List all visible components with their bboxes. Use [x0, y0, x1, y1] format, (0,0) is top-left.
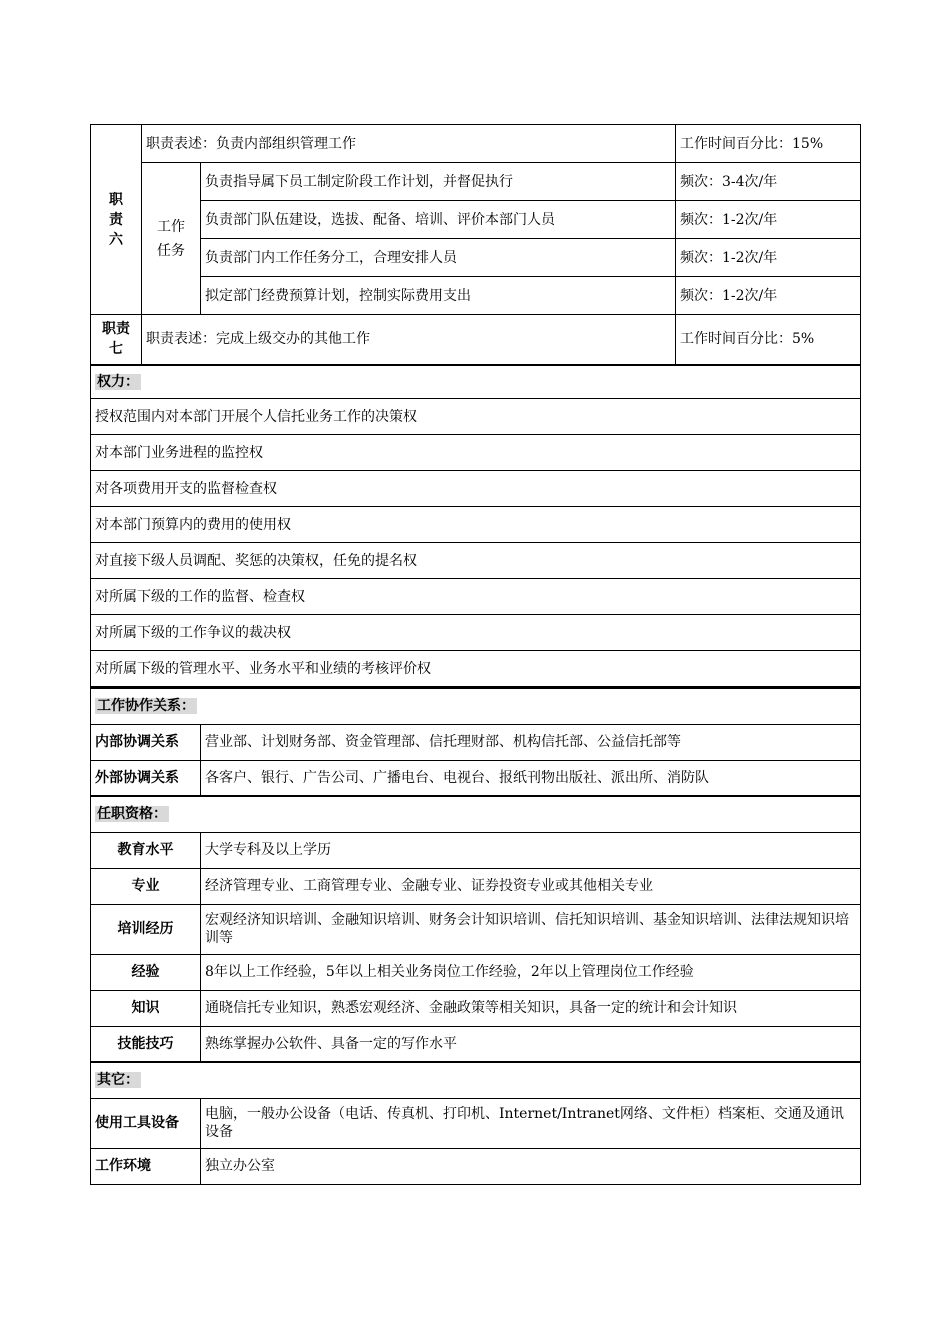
- qualification-row: [91, 1026, 861, 1062]
- cooperation-row: [91, 724, 861, 760]
- power-item: 对本部门预算内的费用的使用权: [91, 507, 861, 543]
- power-item: 授权范围内对本部门开展个人信托业务工作的决策权: [91, 399, 861, 435]
- job-description-document: [90, 124, 860, 1185]
- other-header: [91, 1062, 861, 1098]
- other-row: [91, 1098, 861, 1148]
- qualification-row: [91, 904, 861, 954]
- qualification-row: [91, 990, 861, 1026]
- power-item: 对所属下级的工作争议的裁决权: [91, 615, 861, 651]
- qualification-label: 知识: [91, 990, 201, 1026]
- other-label: 使用工具设备: [91, 1098, 201, 1148]
- power-row: [91, 651, 861, 687]
- duty6-task-row: [91, 163, 861, 201]
- job-description-table: [90, 124, 861, 687]
- task-frequency: 频次：1-2次/年: [676, 239, 861, 277]
- power-row: [91, 471, 861, 507]
- power-item: 对各项费用开支的监督检查权: [91, 471, 861, 507]
- cooperation-header-row: [91, 688, 861, 724]
- cooperation-label: 内部协调关系: [91, 724, 201, 760]
- other-title: 其它：: [97, 1072, 139, 1089]
- other-row: [91, 1148, 861, 1184]
- qualification-label: 技能技巧: [91, 1026, 201, 1062]
- qualification-row: [91, 868, 861, 904]
- qualification-label: 经验: [91, 954, 201, 990]
- duty6-percent: 工作时间百分比：15%: [676, 125, 861, 163]
- task-text: 负责部门队伍建设，选拔、配备、培训、评价本部门人员: [201, 201, 676, 239]
- cooperation-label: 外部协调关系: [91, 760, 201, 796]
- powers-header: [91, 365, 861, 399]
- duty7-row: [91, 315, 861, 365]
- duty7-description: 职责表述：完成上级交办的其他工作: [142, 315, 676, 365]
- qualification-value: 熟练掌握办公软件、具备一定的写作水平: [201, 1026, 861, 1062]
- duty6-task-row: [91, 239, 861, 277]
- other-value: 电脑，一般办公设备（电话、传真机、打印机、Internet/Intranet网络、文件柜）档案柜、交通及通讯设备: [201, 1098, 861, 1148]
- power-item: 对本部门业务进程的监控权: [91, 435, 861, 471]
- powers-header-row: [91, 365, 861, 399]
- qualification-label: 专业: [91, 868, 201, 904]
- task-frequency: 频次：3-4次/年: [676, 163, 861, 201]
- other-label: 工作环境: [91, 1148, 201, 1184]
- duty6-task-row: [91, 201, 861, 239]
- power-row: [91, 507, 861, 543]
- duty6-description: 职责表述：负责内部组织管理工作: [142, 125, 676, 163]
- qualification-value: 经济管理专业、工商管理专业、金融专业、证券投资专业或其他相关专业: [201, 868, 861, 904]
- power-item: 对所属下级的管理水平、业务水平和业绩的考核评价权: [91, 651, 861, 687]
- cooperation-value: 各客户、银行、广告公司、广播电台、电视台、报纸刊物出版社、派出所、消防队: [201, 760, 861, 796]
- task-text: 负责指导属下员工制定阶段工作计划，并督促执行: [201, 163, 676, 201]
- other-header-row: [91, 1062, 861, 1098]
- power-item: 对所属下级的工作的监督、检查权: [91, 579, 861, 615]
- qualification-value: 通晓信托专业知识，熟悉宏观经济、金融政策等相关知识，具备一定的统计和会计知识: [201, 990, 861, 1026]
- cooperation-row: [91, 760, 861, 796]
- duty6-label: 职责六: [91, 125, 142, 315]
- duty7-percent: 工作时间百分比：5%: [676, 315, 861, 365]
- cooperation-value: 营业部、计划财务部、资金管理部、信托理财部、机构信托部、公益信托部等: [201, 724, 861, 760]
- qualification-value: 8年以上工作经验，5年以上相关业务岗位工作经验，2年以上管理岗位工作经验: [201, 954, 861, 990]
- power-item: 对直接下级人员调配、奖惩的决策权，任免的提名权: [91, 543, 861, 579]
- task-frequency: 频次：1-2次/年: [676, 201, 861, 239]
- power-row: [91, 543, 861, 579]
- qualification-label: 培训经历: [91, 904, 201, 954]
- qualification-row: [91, 954, 861, 990]
- duty6-description-row: [91, 125, 861, 163]
- qualification-value: 宏观经济知识培训、金融知识培训、财务会计知识培训、信托知识培训、基金知识培训、法律法规知识培训等: [201, 904, 861, 954]
- qualification-label: 教育水平: [91, 832, 201, 868]
- qualifications-header-row: [91, 796, 861, 832]
- task-frequency: 频次：1-2次/年: [676, 277, 861, 315]
- qualification-row: [91, 832, 861, 868]
- task-text: 负责部门内工作任务分工，合理安排人员: [201, 239, 676, 277]
- power-row: [91, 399, 861, 435]
- task-text: 拟定部门经费预算计划，控制实际费用支出: [201, 277, 676, 315]
- power-row: [91, 615, 861, 651]
- qualifications-header: [91, 796, 861, 832]
- powers-title: 权力：: [97, 373, 139, 390]
- duty6-task-row: [91, 277, 861, 315]
- cooperation-title: 工作协作关系：: [97, 698, 195, 715]
- cooperation-header: [91, 688, 861, 724]
- power-row: [91, 435, 861, 471]
- cooperation-table: [90, 687, 861, 1185]
- duty6-task-label: 工作任务: [142, 163, 201, 315]
- other-value: 独立办公室: [201, 1148, 861, 1184]
- qualifications-title: 任职资格：: [97, 806, 167, 823]
- qualification-value: 大学专科及以上学历: [201, 832, 861, 868]
- power-row: [91, 579, 861, 615]
- duty7-label: 职责七: [91, 315, 142, 365]
